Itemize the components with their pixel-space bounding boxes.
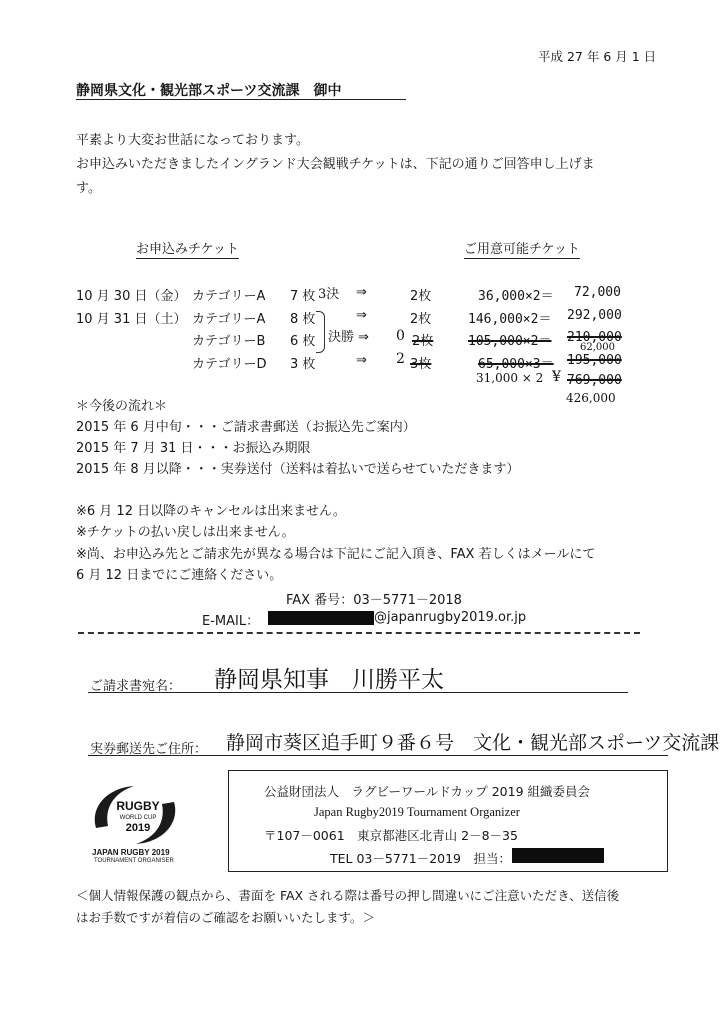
footer-line-2: はお手数ですが着信のご確認をお願いいたします。＞ [76, 910, 376, 925]
row2-category: カテゴリーA [192, 312, 266, 327]
intro-line-1: お申込みいただきましたイングランド大会観戦チケットは、下記の通りご回答申し上げま [76, 157, 595, 172]
row4-arrow: ⇒ [356, 353, 367, 368]
row1-date: 10 月 30 日（金） [76, 289, 187, 304]
available-heading: ご用意可能チケット [464, 238, 580, 259]
row2-price: 146,000×2＝ [468, 312, 552, 327]
greeting: 平素より大変お世話になっております。 [76, 133, 309, 148]
note-item: ※尚、お申込み先とご請求先が異なる場合は下記にご記入頂き、FAX 若しくはメールにて [76, 547, 596, 562]
org-tel: TEL 03－5771－2019 担当： [330, 851, 512, 866]
row2-available: 2枚 [410, 312, 432, 327]
shipping-underline [88, 755, 668, 756]
row4-available-struck: 3枚 [410, 357, 432, 372]
billing-value[interactable]: 静岡県知事 川勝平太 [214, 667, 444, 693]
grand-total-corrected: 426,000 [566, 391, 616, 405]
shipping-value[interactable]: 静岡市葵区追手町９番６号 文化・観光部スポーツ交流課 [226, 732, 720, 754]
email-label: E-MAIL： [202, 614, 260, 629]
row4-price-corrected: 31,000 × 2 [476, 371, 544, 385]
addressee-underline [76, 99, 406, 100]
row4-available-corrected: 2 [396, 351, 405, 367]
row3-arrow: ⇒ [358, 330, 369, 345]
logo-caption-2: TOURNAMENT ORGANISER [94, 858, 174, 864]
note-item: 6 月 12 日までにご連絡ください。 [76, 568, 283, 583]
note-item: ※チケットの払い戻しは出来ません。 [76, 525, 295, 540]
row4-category: カテゴリーD [192, 357, 267, 372]
row3-available-corrected: 0 [396, 328, 405, 344]
shipping-label: 実券郵送先ご住所： [90, 742, 208, 757]
intro-line-2: す。 [76, 181, 101, 196]
addressee: 静岡県文化・観光部スポーツ交流課 御中 [76, 83, 342, 99]
letter-date: 平成 27 年 6 月 1 日 [538, 49, 657, 64]
contact-redaction [512, 848, 604, 863]
rugby-world-cup-logo-icon [86, 782, 184, 848]
flow-title: ＊今後の流れ＊ [76, 399, 168, 414]
billing-label: ご請求書宛名： [90, 679, 182, 694]
row4-total-corrected: 62,000 [580, 342, 615, 353]
row1-total: 72,000 [574, 285, 621, 300]
email-domain: @japanrugby2019.or.jp [374, 610, 527, 625]
row4-qty: 3 枚 [290, 357, 316, 372]
row3-total: 210,000 [567, 330, 622, 345]
row1-category: カテゴリーA [192, 289, 266, 304]
row3-category: カテゴリーB [192, 334, 266, 349]
row4-total: 195,000 [567, 353, 622, 368]
flow-step: 2015 年 8 月以降・・・実券送付（送料は着払いで送らせていただきます） [76, 462, 520, 477]
org-name-en: Japan Rugby2019 Tournament Organizer [314, 805, 520, 819]
logo-caption-1: JAPAN RUGBY 2019 [92, 848, 170, 857]
flow-step: 2015 年 6 月中旬・・・ご請求書郵送（お振込先ご案内） [76, 420, 416, 435]
org-name-jp: 公益財団法人 ラグビーワールドカップ 2019 組織委員会 [264, 784, 591, 799]
row2-total: 292,000 [567, 308, 622, 323]
row1-arrow: ⇒ [356, 285, 367, 300]
row3-qty: 6 枚 [290, 334, 316, 349]
grand-total-struck: 769,000 [567, 373, 622, 388]
fax-number: FAX 番号：03－5771－2018 [286, 593, 462, 608]
row1-note: 3決 [318, 287, 340, 302]
note-item: ※6 月 12 日以降のキャンセルは出来ません。 [76, 504, 346, 519]
applied-heading: お申込みチケット [136, 238, 239, 259]
row1-available: 2枚 [410, 289, 432, 304]
cut-line [78, 632, 640, 634]
row4-price: 65,000×3＝ [478, 357, 554, 372]
row1-qty: 7 枚 [290, 289, 316, 304]
svg-text:RUGBY: RUGBY [116, 799, 160, 813]
footer-line-1: ＜個人情報保護の観点から、書面を FAX される際は番号の押し間違いにご注意いただき、送信後 [76, 888, 620, 903]
svg-text:2019: 2019 [125, 822, 151, 834]
org-address: 〒107－0061 東京都港区北青山 2－8－35 [264, 828, 518, 843]
yen-mark: ¥ [552, 369, 561, 385]
row2-arrow: ⇒ [356, 308, 367, 323]
row1-price: 36,000×2＝ [478, 289, 554, 304]
row2-qty: 8 枚 [290, 312, 316, 327]
row2-date: 10 月 31 日（土） [76, 312, 187, 327]
row3-available-struck: 2枚 [412, 334, 434, 349]
billing-underline [88, 692, 628, 693]
row3-note: 決勝 [328, 330, 355, 345]
svg-text:WORLD CUP: WORLD CUP [119, 815, 157, 821]
email-redaction [268, 611, 374, 625]
match-bracket [316, 311, 325, 353]
flow-step: 2015 年 7 月 31 日・・・お振込み期限 [76, 441, 311, 456]
row3-price: 105,000×2＝ [468, 334, 552, 349]
